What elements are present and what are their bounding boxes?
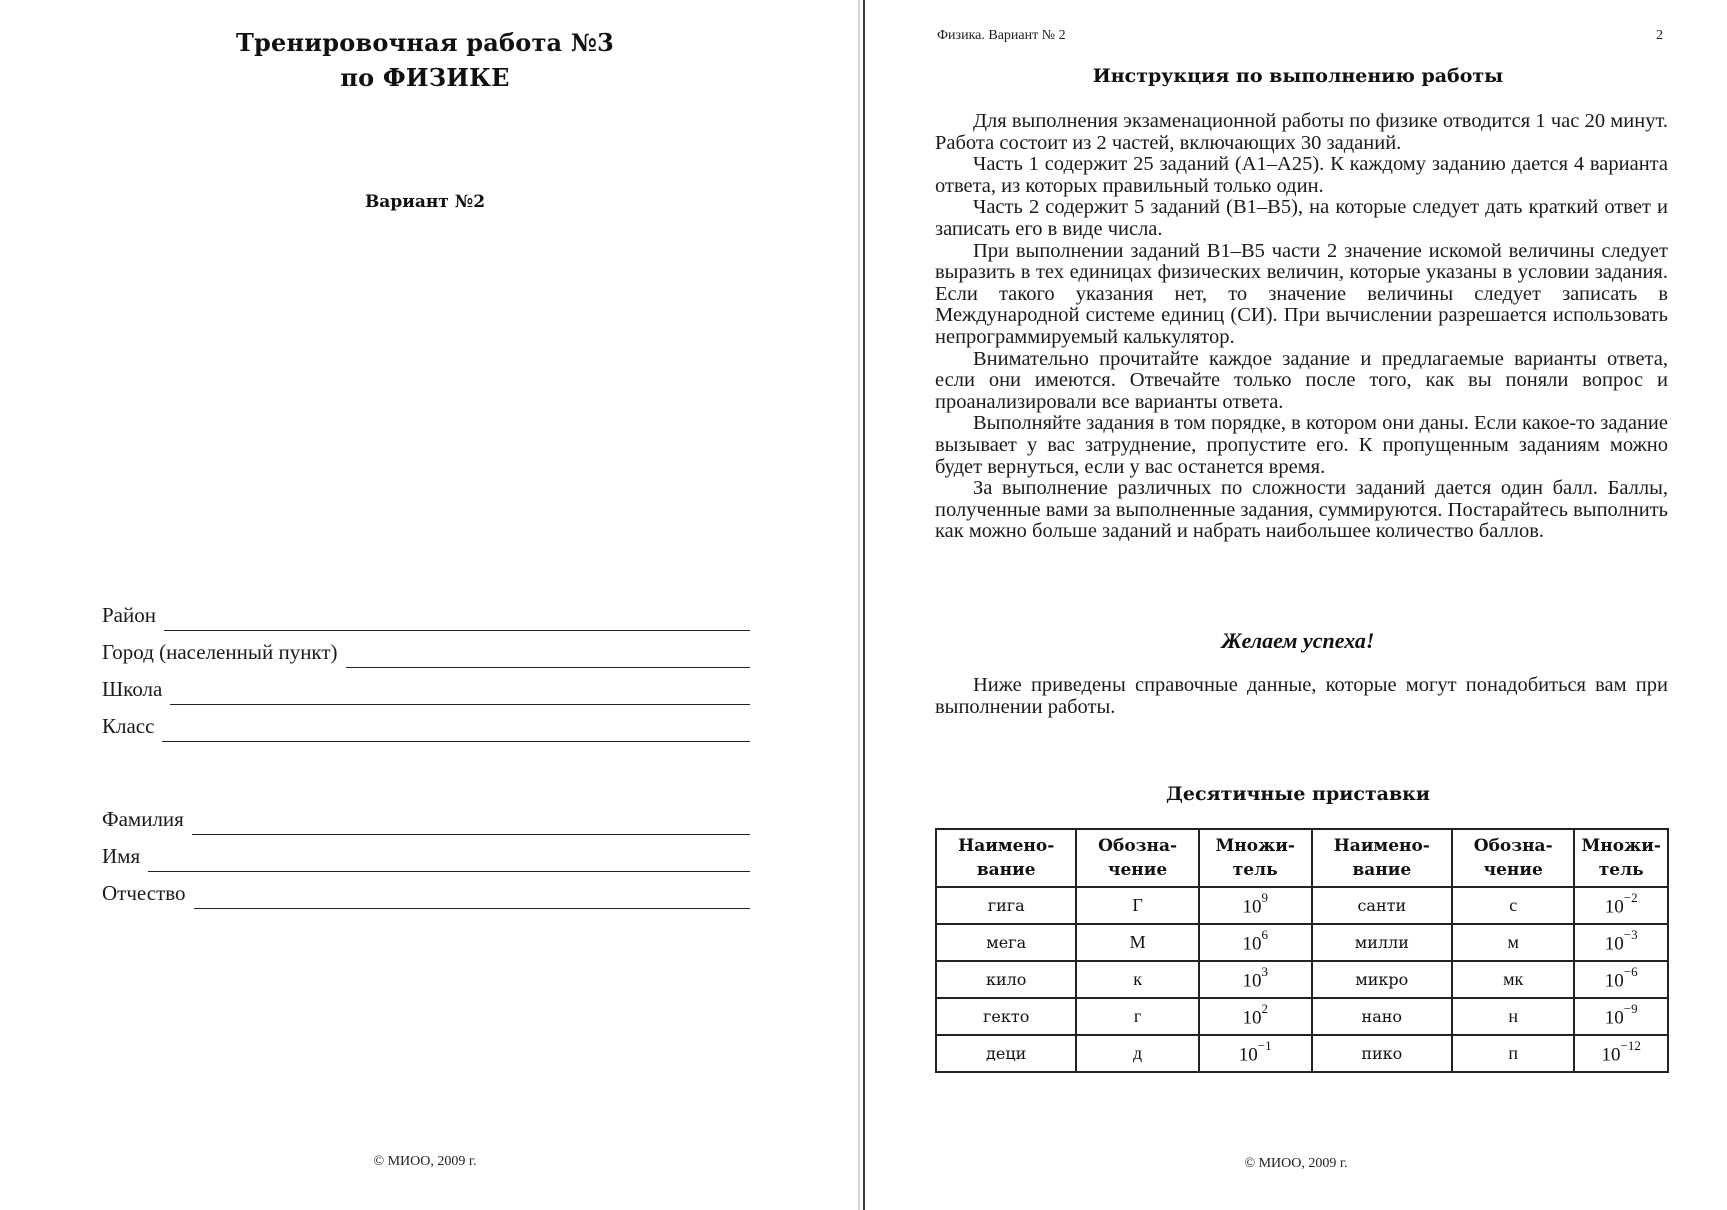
good-luck-message: Желаем успеха! xyxy=(1221,628,1375,653)
table-row xyxy=(936,1035,1668,1072)
reference-note-text: Ниже приведены справочные данные, которые могут понадобиться вам при выполнении работы. xyxy=(935,674,1668,718)
cover-page xyxy=(0,0,860,1210)
district-label: Район xyxy=(102,603,156,627)
header-name: Наимено- вание xyxy=(1312,829,1452,887)
prefix-multiplier: $10^{-12}$ xyxy=(1574,1035,1668,1072)
instruction-paragraph: Выполняйте задания в том порядке, в котором они даны. Если какое-то задание вызывает у вас затруднение, пропустите его. К пропущенным заданиям можно будет вернуться, если у вас останется время. xyxy=(935,412,1668,478)
prefix-multiplier: $10^9$ xyxy=(1199,887,1312,924)
table-row xyxy=(936,887,1668,924)
patronymic-input-line[interactable] xyxy=(194,882,750,909)
prefix-multiplier: $10^{-3}$ xyxy=(1574,924,1668,961)
prefix-symbol: с xyxy=(1452,887,1574,924)
table-header-row xyxy=(936,829,1668,887)
prefix-name: милли xyxy=(1312,924,1452,961)
prefix-symbol: мк xyxy=(1452,961,1574,998)
copyright-footer: © МИОО, 2009 г. xyxy=(373,1154,477,1169)
prefix-symbol: д xyxy=(1076,1035,1198,1072)
instruction-paragraph: Внимательно прочитайте каждое задание и предлагаемые варианты ответа, если они имеются. Отвечайте только после того, как вы поняли вопрос и проанализировали все варианты ответа. xyxy=(935,347,1668,413)
prefix-name: кило xyxy=(936,961,1076,998)
prefix-symbol: п xyxy=(1452,1035,1574,1072)
page-number: 2 xyxy=(1656,28,1663,43)
instruction-paragraph: Часть 1 содержит 25 заданий (А1–А25). К каждому заданию дается 4 варианта ответа, из которых правильный только один. xyxy=(935,153,1668,197)
copyright-footer: © МИОО, 2009 г. xyxy=(1244,1156,1348,1171)
header-symbol: Обозна- чение xyxy=(1076,829,1198,887)
prefix-name: микро xyxy=(1312,961,1452,998)
prefix-table-title: Десятичные приставки xyxy=(1166,783,1430,805)
prefix-name: санти xyxy=(1312,887,1452,924)
class-label: Класс xyxy=(102,714,155,738)
school-label: Школа xyxy=(102,677,163,701)
school-field xyxy=(102,671,750,701)
table-row xyxy=(936,998,1668,1035)
class-field xyxy=(102,708,750,738)
instruction-paragraph: За выполнение различных по сложности заданий дается один балл. Баллы, полученные вами за выполненные задания, суммируются. Постарайтесь выполнить как можно больше заданий и набрать наибольшее количество баллов. xyxy=(935,477,1668,543)
city-input-line[interactable] xyxy=(346,641,750,668)
prefix-multiplier: $10^3$ xyxy=(1199,961,1312,998)
header-multiplier: Множи- тель xyxy=(1199,829,1312,887)
prefix-name: пико xyxy=(1312,1035,1452,1072)
first-name-label: Имя xyxy=(102,844,141,868)
district-input-line[interactable] xyxy=(164,604,750,631)
prefix-name: гекто xyxy=(936,998,1076,1035)
surname-input-line[interactable] xyxy=(192,808,750,835)
city-label: Город (населенный пункт) xyxy=(102,640,338,664)
document-title: Тренировочная работа №3 xyxy=(235,28,615,57)
prefix-name: мега xyxy=(936,924,1076,961)
school-input-line[interactable] xyxy=(170,678,750,705)
reference-note xyxy=(935,675,1668,718)
district-field xyxy=(102,597,750,627)
patronymic-label: Отчество xyxy=(102,881,186,905)
variant-label: Вариант №2 xyxy=(364,192,486,212)
prefix-multiplier: $10^{-1}$ xyxy=(1199,1035,1312,1072)
instructions-body xyxy=(935,111,1668,543)
city-field xyxy=(102,634,750,664)
header-multiplier: Множи- тель xyxy=(1574,829,1668,887)
decimal-prefix-table xyxy=(935,828,1669,1073)
prefix-symbol: Г xyxy=(1076,887,1198,924)
instruction-paragraph: Часть 2 содержит 5 заданий (В1–В5), на которые следует дать краткий ответ и записать его в виде числа. xyxy=(935,196,1668,240)
first-name-input-line[interactable] xyxy=(148,845,750,872)
prefix-name: гига xyxy=(936,887,1076,924)
page-gutter xyxy=(858,0,860,1210)
prefix-symbol: М xyxy=(1076,924,1198,961)
instructions-page xyxy=(865,0,1727,1210)
table-row xyxy=(936,924,1668,961)
prefix-multiplier: $10^2$ xyxy=(1199,998,1312,1035)
prefix-multiplier: $10^{-6}$ xyxy=(1574,961,1668,998)
instruction-paragraph: Для выполнения экзаменационной работы по физике отводится 1 час 20 минут. Работа состоит из 2 частей, включающих 30 заданий. xyxy=(935,110,1668,154)
prefix-name: деци xyxy=(936,1035,1076,1072)
prefix-name: нано xyxy=(1312,998,1452,1035)
running-header: Физика. Вариант № 2 xyxy=(937,28,1066,43)
prefix-multiplier: $10^{-9}$ xyxy=(1574,998,1668,1035)
prefix-multiplier: $10^{-2}$ xyxy=(1574,887,1668,924)
header-symbol: Обозна- чение xyxy=(1452,829,1574,887)
instruction-paragraph: При выполнении заданий В1–В5 части 2 значение искомой величины следует выразить в тех единицах физических величин, которые указаны в условии задания. Если такого указания нет, то значение величины следует записать в Международной системе единиц (СИ). При вычислении разрешается использовать непрограммируемый калькулятор. xyxy=(935,239,1668,348)
prefix-symbol: н xyxy=(1452,998,1574,1035)
table-row xyxy=(936,961,1668,998)
prefix-symbol: м xyxy=(1452,924,1574,961)
document-subject: по ФИЗИКЕ xyxy=(340,63,510,92)
prefix-symbol: к xyxy=(1076,961,1198,998)
class-input-line[interactable] xyxy=(162,715,750,742)
surname-label: Фамилия xyxy=(102,807,184,831)
patronymic-field xyxy=(102,875,750,905)
instructions-title: Инструкция по выполнению работы xyxy=(1092,65,1504,87)
prefix-symbol: г xyxy=(1076,998,1198,1035)
surname-field xyxy=(102,801,750,831)
header-name: Наимено- вание xyxy=(936,829,1076,887)
first-name-field xyxy=(102,838,750,868)
prefix-multiplier: $10^6$ xyxy=(1199,924,1312,961)
